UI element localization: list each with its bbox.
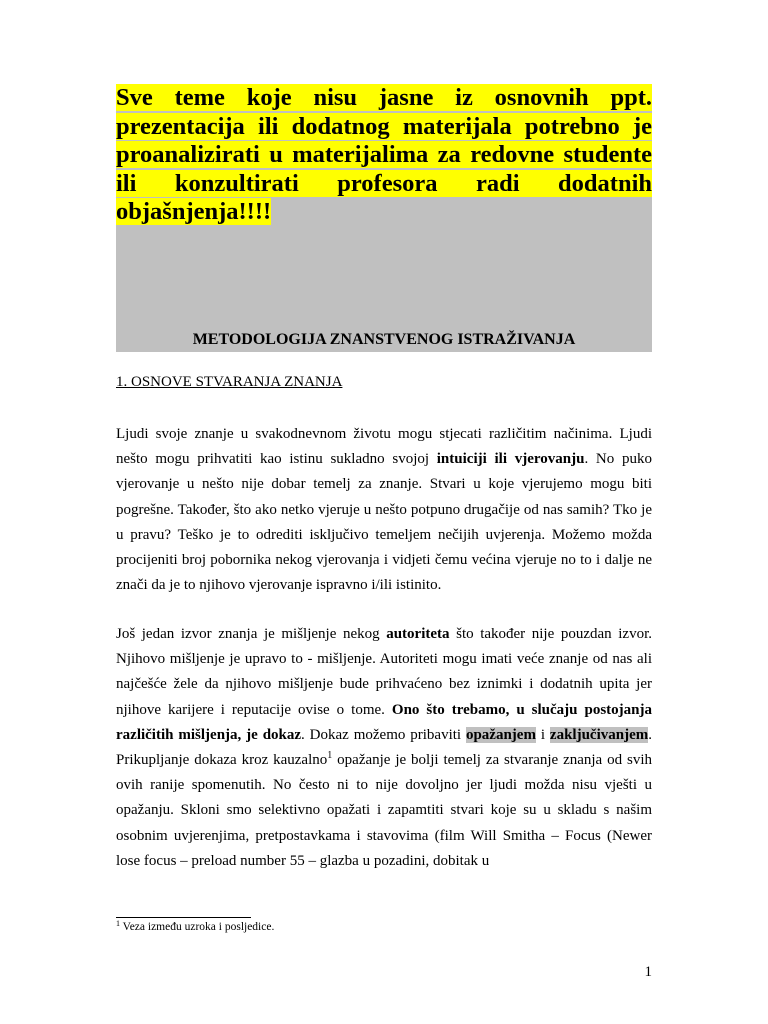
footnote-number: 1: [116, 919, 120, 928]
paragraph-text: . No puko vjerovanje u nešto nije dobar temelj za znanje. Stvari u koje vjerujemo mogu biti pogrešne. Također, što ako netko vjeruje u nešto potpuno drugačije od nas samih? Tko je u pravu? Teško je to odrediti isključivo temeljem nečijih uvjerenja. Možemo možda procijeniti broj pobornika nekog vjerovanja i vidjeti čemu većina vjeruje no to i dalje ne znači da je to njihovo vjerovanje ispravno i/ili istinito.: [116, 451, 652, 594]
bold-term-intuition: intuiciji ili vjerovanju: [436, 451, 585, 468]
highlighted-term-reasoning: zaključivanjem: [549, 726, 649, 743]
paragraph-intuition: [116, 422, 652, 598]
page-number: 1: [644, 964, 652, 980]
footnote-text: Veza između uzroka i posljedice.: [120, 921, 275, 933]
bold-phrase-evidence: Ono što trebamo, u slučaju postojanja različitih mišljenja, je dokaz: [116, 701, 652, 743]
paragraph-text: i: [535, 726, 550, 743]
paragraph-text: Ljudi svoje znanje u svakodnevnom životu mogu stjecati različitim načinima. Ljudi nešto mogu prihvatiti kao istinu sukladno svojoj: [116, 426, 652, 468]
document-title: METODOLOGIJA ZNANSTVENOG ISTRAŽIVANJA: [192, 331, 576, 348]
paragraph-text: . Prikupljanje dokaza kroz kauzalno: [116, 726, 652, 769]
paragraph-text: opažanje je bolji temelj za stvaranje znanja od svih ovih ranije spomenutih. No često ni to nije dovoljno jer ljudi možda nisu vješti u opažanju. Skloni smo selektivno opažati i zapamtiti stvari koje su u skladu s našim osobnim uvjerenjima, pretpostavkama i stavovima (film Will Smitha – Focus (Newer lose focus – preload number 55 – glazba u pozadini, dobitak u: [116, 752, 652, 869]
paragraph-authority: [116, 622, 652, 874]
footnote: [116, 921, 274, 933]
notice-text: Sve teme koje nisu jasne iz osnovnih ppt. prezentacija ili dodatnog materijala potrebno je proanalizirati u materijalima za redovne studente ili konzultirati profesora radi dodatnih objašnjenja!!!!: [116, 84, 652, 225]
paragraph-text: što također nije pouzdan izvor. Njihovo mišljenje je upravo to - mišljenje. Autoriteti mogu imati veće znanje od nas ali najčešće žele da njihovo mišljenje bude prihvaćeno bez iznimki i dodatnih upita jer njihove karijere i reputacije ovise o tome.: [116, 626, 652, 718]
section-heading: 1. OSNOVE STVARANJA ZNANJA: [116, 374, 343, 390]
bold-term-authority: autoriteta: [386, 626, 450, 642]
highlighted-term-observation: opažanjem: [465, 726, 536, 743]
notice-banner: [116, 84, 652, 227]
footnote-separator: [116, 917, 251, 918]
footnote-reference[interactable]: 1: [327, 750, 333, 762]
paragraph-text: . Dokaz možemo pribaviti: [301, 726, 466, 743]
paragraph-text: Još jedan izvor znanja je mišljenje nekog: [116, 626, 387, 642]
